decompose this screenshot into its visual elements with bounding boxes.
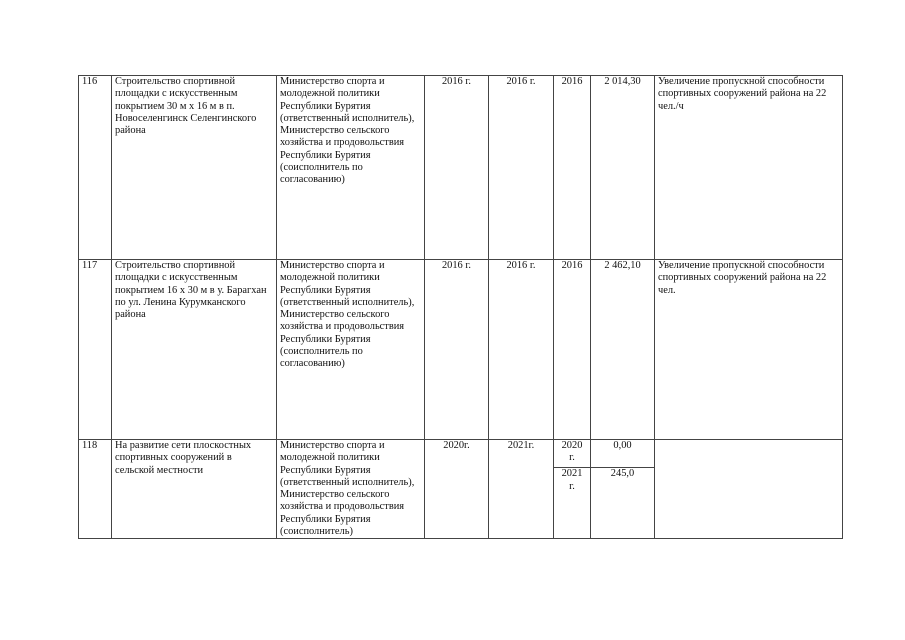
measure-name: На развитие сети плоскостных спортивных сооружений в сельской местности [112, 440, 277, 539]
start-date: 2020г. [425, 440, 489, 539]
finance-year: 2020 г. [554, 440, 591, 468]
finance-year: 2016 [554, 260, 591, 440]
executor: Министерство спорта и молодежной политики Республики Бурятия (ответственный исполнитель), Министерство сельского хозяйства и продовольствия Республики Бурятия (соисполнитель по согласованию) [277, 260, 425, 440]
start-date: 2016 г. [425, 260, 489, 440]
end-date: 2016 г. [489, 76, 554, 260]
finance-amount: 0,00 [591, 440, 655, 468]
row-number: 116 [79, 76, 112, 260]
expected-result: Увеличение пропускной способности спортивных сооружений района на 22 чел. [655, 260, 843, 440]
finance-year: 2021 г. [554, 468, 591, 539]
row-number: 118 [79, 440, 112, 539]
measure-name: Строительство спортивной площадки с искусственным покрытием 16 х 30 м в у. Барагхан по ул. Ленина Курумканского района [112, 260, 277, 440]
table-row [79, 260, 843, 440]
measures-table [78, 75, 843, 539]
expected-result [655, 440, 843, 539]
table-row [79, 440, 843, 468]
executor: Министерство спорта и молодежной политики Республики Бурятия (ответственный исполнитель), Министерство сельского хозяйства и продовольствия Республики Бурятия (соисполнитель по согласованию) [277, 76, 425, 260]
end-date: 2021г. [489, 440, 554, 539]
finance-amount: 2 014,30 [591, 76, 655, 260]
table-row [79, 76, 843, 260]
start-date: 2016 г. [425, 76, 489, 260]
executor: Министерство спорта и молодежной политики Республики Бурятия (ответственный исполнитель), Министерство сельского хозяйства и продовольствия Республики Бурятия (соисполнитель) [277, 440, 425, 539]
expected-result: Увеличение пропускной способности спортивных сооружений района на 22 чел./ч [655, 76, 843, 260]
finance-year: 2016 [554, 76, 591, 260]
row-number: 117 [79, 260, 112, 440]
end-date: 2016 г. [489, 260, 554, 440]
finance-amount: 245,0 [591, 468, 655, 539]
measure-name: Строительство спортивной площадки с искусственным покрытием 30 м х 16 м в п. Новоселенгинск Селенгинского района [112, 76, 277, 260]
finance-amount: 2 462,10 [591, 260, 655, 440]
